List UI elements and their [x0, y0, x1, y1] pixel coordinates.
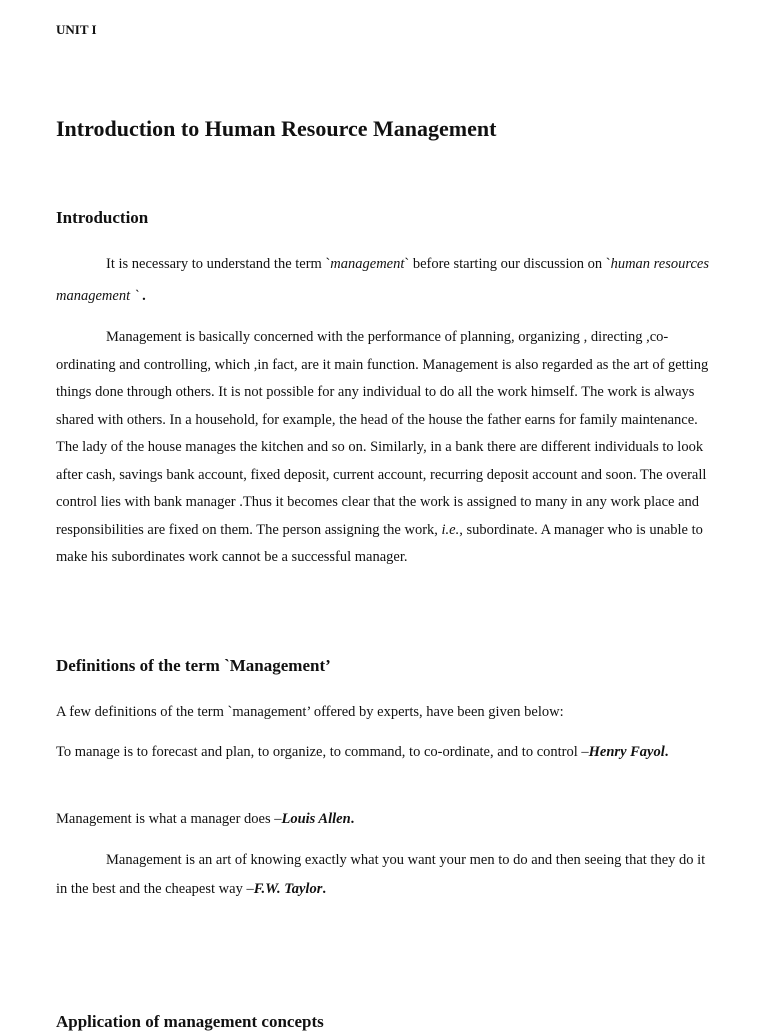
- definition-text: Management is what a manager does –: [56, 811, 282, 827]
- section-heading-applications: Application of management concepts: [56, 1012, 324, 1031]
- management-text: Management is basically concerned with the performance of planning, organizing , directing ,co-ordinating and controlling, which ,in fact, are it main function. Management is also regarded as the art of getting things done through others. It is not possible for any individual to do all the work himself. The work is always shared with others. In a household, for example, the head of the house the father earns for family maintenance. The lady of the house manages the kitchen and so on. Similarly, in a bank there are different individuals to look after cash, savings bank account, fixed deposit, current account, recurring deposit account and soon. The overall control lies with bank manager .Thus it becomes clear that the work is assigned to many in any work place and responsibilities are fixed on them. The person assigning the work,: [56, 329, 709, 538]
- term-management: management: [330, 256, 405, 272]
- period: .: [664, 744, 669, 760]
- management-paragraph: [56, 324, 720, 572]
- intro-text-2: ` before starting our discussion on `: [404, 256, 611, 272]
- unit-label: UNIT I: [56, 22, 97, 37]
- section-heading-definitions: Definitions of the term `Management’: [56, 656, 331, 675]
- definition-fayol: [56, 739, 720, 767]
- definitions-intro: A few definitions of the term `management’ offered by experts, have been given below:: [56, 704, 564, 720]
- period: .: [322, 881, 326, 897]
- author-allen: Louis Allen: [281, 811, 351, 827]
- period: .: [350, 811, 355, 827]
- section-heading-introduction: Introduction: [56, 208, 149, 227]
- author-taylor: F.W. Taylor: [253, 881, 323, 897]
- definition-text: To manage is to forecast and plan, to organize, to command, to co-ordinate, and to control –: [56, 744, 589, 760]
- intro-text-end: .: [138, 288, 146, 304]
- page-title: Introduction to Human Resource Management: [56, 116, 497, 141]
- management-text-end: subordinate. A manager who is unable to make his subordinates work cannot be a successful manager.: [56, 521, 703, 565]
- ie-abbrev: i.e.,: [441, 521, 463, 538]
- definition-allen: [56, 806, 720, 834]
- author-fayol: Henry Fayol: [588, 744, 665, 760]
- definition-text: Management is an art of knowing exactly what you want your men to do and then seeing that they do it in the best and the cheapest way –: [56, 852, 706, 897]
- intro-paragraph: [56, 248, 720, 312]
- intro-text-1: It is necessary to understand the term `: [106, 256, 331, 272]
- term-hrm: human resources management `: [56, 256, 709, 304]
- definition-taylor: [56, 846, 720, 904]
